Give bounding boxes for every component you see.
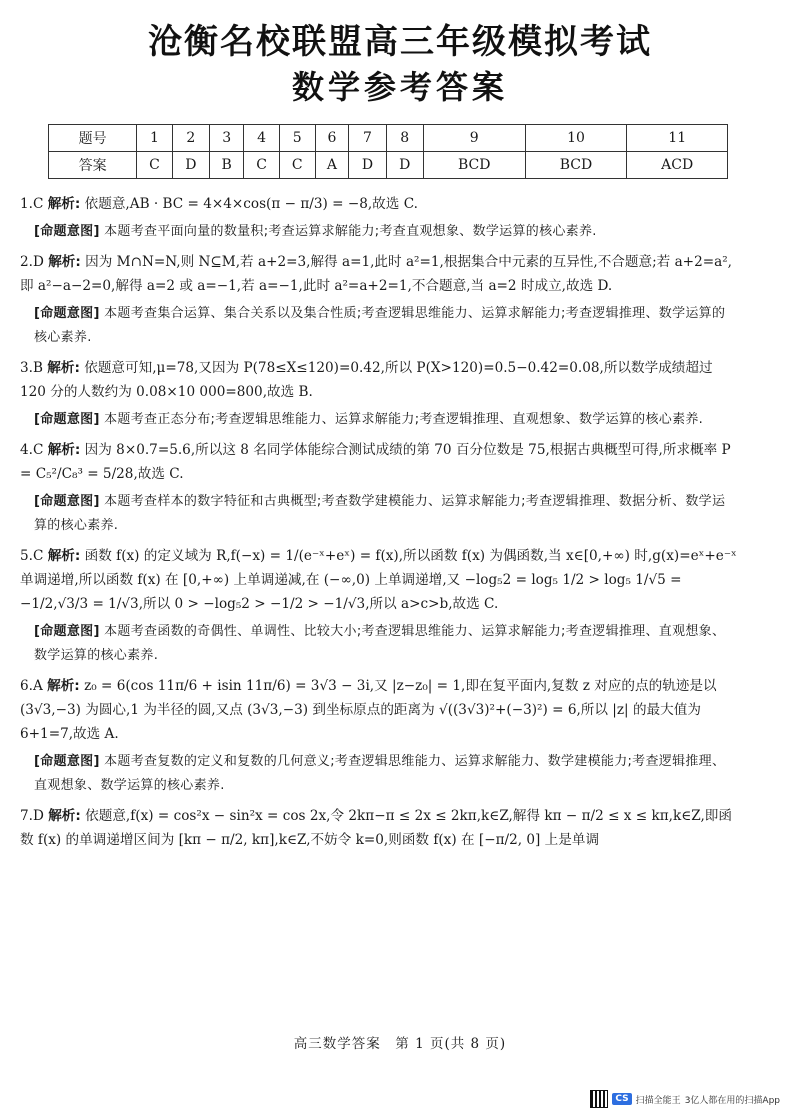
intent-block bbox=[34, 220, 738, 244]
answer-cell: BCD bbox=[423, 152, 525, 179]
question-number-cell: 3 bbox=[209, 125, 243, 152]
answer-table bbox=[48, 124, 728, 179]
question-number-cell: 8 bbox=[386, 125, 423, 152]
analysis-tag: 解析: bbox=[47, 548, 81, 564]
solution-text bbox=[20, 438, 738, 486]
question-number-cell: 2 bbox=[172, 125, 209, 152]
analysis-tag: 解析: bbox=[47, 678, 80, 694]
question-number-cell: 10 bbox=[525, 125, 627, 152]
page-footer: 高三数学答案 第 1 页(共 8 页) bbox=[293, 1036, 507, 1052]
scanner-app-name: 扫描全能王 bbox=[635, 1095, 681, 1106]
answer-cell: C bbox=[244, 152, 280, 179]
analysis-tag: 解析: bbox=[47, 442, 81, 458]
scanner-app-tagline: 3亿人都在用的扫描App bbox=[684, 1095, 780, 1106]
intent-block bbox=[34, 490, 738, 538]
question-number-cell: 7 bbox=[349, 125, 386, 152]
answer-cell: D bbox=[172, 152, 209, 179]
question-5 bbox=[20, 544, 738, 668]
question-number-cell: 4 bbox=[244, 125, 280, 152]
question-number: 6.A bbox=[20, 678, 43, 694]
solution-text bbox=[20, 250, 738, 298]
intent-block bbox=[34, 302, 738, 350]
camscanner-logo: CS bbox=[612, 1093, 631, 1105]
analysis-tag: 解析: bbox=[48, 254, 81, 270]
analysis-text: 依题意,f(x) = cos²x − sin²x = cos 2x,令 2kπ−π ≤ 2x ≤ 2kπ,k∈Z,解得 kπ − π/2 ≤ x ≤ kπ,k∈Z,即函数 f(x) 的单调递增区间为 [kπ − π/2, kπ],k∈Z,不妨令 k=0,则函数 f(x) 在 [−π/2, 0] 上是单调 bbox=[20, 808, 732, 848]
scanner-watermark bbox=[590, 1090, 780, 1108]
answer-cell: ACD bbox=[627, 152, 728, 179]
row-label-answer: 答案 bbox=[49, 152, 137, 179]
question-7 bbox=[20, 804, 738, 852]
qr-code-icon bbox=[590, 1090, 608, 1108]
intent-tag: [命题意图] bbox=[34, 624, 100, 639]
page-title: 沧衡名校联盟高三年级模拟考试 bbox=[148, 22, 652, 62]
solution-text bbox=[20, 674, 738, 746]
answer-cell: C bbox=[279, 152, 315, 179]
question-number: 3.B bbox=[20, 360, 43, 376]
intent-block bbox=[34, 620, 738, 668]
analysis-tag: 解析: bbox=[47, 360, 80, 376]
intent-tag: [命题意图] bbox=[34, 754, 100, 769]
intent-tag: [命题意图] bbox=[34, 412, 100, 427]
analysis-tag: 解析: bbox=[47, 196, 81, 212]
intent-tag: [命题意图] bbox=[34, 306, 100, 321]
analysis-text: 因为 M∩N=N,则 N⊆M,若 a+2=3,解得 a=1,此时 a²=1,根据集合中元素的互异性,不合题意;若 a+2=a²,即 a²−a−2=0,解得 a=2 或 a=−1,若 a=−1,此时 a²=a+2=1,不合题意,当 a=2 时成立,故选 D. bbox=[20, 254, 732, 294]
intent-text: 本题考查样本的数字特征和古典概型;考查数学建模能力、运算求解能力;考查逻辑推理、数据分析、数学运算的核心素养. bbox=[34, 494, 726, 533]
answer-table-answer-row bbox=[49, 152, 728, 179]
intent-text: 本题考查平面向量的数量积;考查运算求解能力;考查直观想象、数学运算的核心素养. bbox=[104, 224, 597, 239]
intent-text: 本题考查函数的奇偶性、单调性、比较大小;考查逻辑思维能力、运算求解能力;考查逻辑推理、直观想象、数学运算的核心素养. bbox=[34, 624, 726, 663]
solution-text bbox=[20, 192, 738, 216]
solutions-body bbox=[20, 192, 738, 852]
answer-cell: C bbox=[137, 152, 173, 179]
question-number-cell: 1 bbox=[137, 125, 173, 152]
answer-cell: A bbox=[315, 152, 349, 179]
solution-text bbox=[20, 804, 738, 852]
intent-text: 本题考查复数的定义和复数的几何意义;考查逻辑思维能力、运算求解能力、数学建模能力;考查逻辑推理、直观想象、数学运算的核心素养. bbox=[34, 754, 726, 793]
question-number-cell: 9 bbox=[423, 125, 525, 152]
answer-table-number-row bbox=[49, 125, 728, 152]
question-6 bbox=[20, 674, 738, 798]
question-number: 2.D bbox=[20, 254, 44, 270]
question-number-cell: 11 bbox=[627, 125, 728, 152]
intent-text: 本题考查集合运算、集合关系以及集合性质;考查逻辑思维能力、运算求解能力;考查逻辑推理、数学运算的核心素养. bbox=[34, 306, 726, 345]
page-subtitle: 数学参考答案 bbox=[291, 68, 508, 106]
question-number: 1.C bbox=[20, 196, 44, 212]
solution-text bbox=[20, 544, 738, 616]
analysis-text: 因为 8×0.7=5.6,所以这 8 名同学体能综合测试成绩的第 70 百分位数是 75,根据古典概型可得,所求概率 P = C₅²/C₈³ = 5/28,故选 C. bbox=[20, 442, 731, 482]
question-3 bbox=[20, 356, 738, 432]
intent-block bbox=[34, 408, 738, 432]
answer-cell: D bbox=[349, 152, 386, 179]
row-label-number: 题号 bbox=[49, 125, 137, 152]
question-4 bbox=[20, 438, 738, 538]
intent-block bbox=[34, 750, 738, 798]
intent-tag: [命题意图] bbox=[34, 494, 100, 509]
question-2 bbox=[20, 250, 738, 350]
intent-tag: [命题意图] bbox=[34, 224, 100, 239]
solution-text bbox=[20, 356, 738, 404]
answer-cell: BCD bbox=[525, 152, 627, 179]
question-1 bbox=[20, 192, 738, 244]
answer-cell: D bbox=[386, 152, 423, 179]
analysis-text: z₀ = 6(cos 11π/6 + isin 11π/6) = 3√3 − 3i,又 |z−z₀| = 1,即在复平面内,复数 z 对应的点的轨迹是以 (3√3,−3) 为圆心,1 为半径的圆,又点 (3√3,−3) 到坐标原点的距离为 √((3√3)²+(−3)²) = 6,所以 |z| 的最大值为 6+1=7,故选 A. bbox=[20, 678, 717, 742]
intent-text: 本题考查正态分布;考查逻辑思维能力、运算求解能力;考查逻辑推理、直观想象、数学运算的核心素养. bbox=[104, 412, 704, 427]
analysis-text: 函数 f(x) 的定义域为 R,f(−x) = 1/(e⁻ˣ+eˣ) = f(x),所以函数 f(x) 为偶函数,当 x∈[0,+∞) 时,g(x)=eˣ+e⁻ˣ 单调递增,所以函数 f(x) 在 [0,+∞) 上单调递减,在 (−∞,0) 上单调递增,又 −log₅2 = log₅ 1/2 > log₅ 1/√5 = −1/2,√3/3 = 1/√3,所以 0 > −log₅2 > −1/2 > −1/√3,所以 a>c>b,故选 C. bbox=[20, 548, 737, 612]
answer-cell: B bbox=[209, 152, 243, 179]
analysis-text: 依题意可知,μ=78,又因为 P(78≤X≤120)=0.42,所以 P(X>120)=0.5−0.42=0.08,所以数学成绩超过 120 分的人数约为 0.08×10 000=800,故选 B. bbox=[20, 360, 713, 400]
question-number: 7.D bbox=[20, 808, 44, 824]
question-number-cell: 5 bbox=[279, 125, 315, 152]
question-number-cell: 6 bbox=[315, 125, 349, 152]
analysis-text: 依题意,AB · BC = 4×4×cos(π − π/3) = −8,故选 C. bbox=[84, 196, 418, 212]
question-number: 5.C bbox=[20, 548, 44, 564]
analysis-tag: 解析: bbox=[48, 808, 81, 824]
question-number: 4.C bbox=[20, 442, 44, 458]
